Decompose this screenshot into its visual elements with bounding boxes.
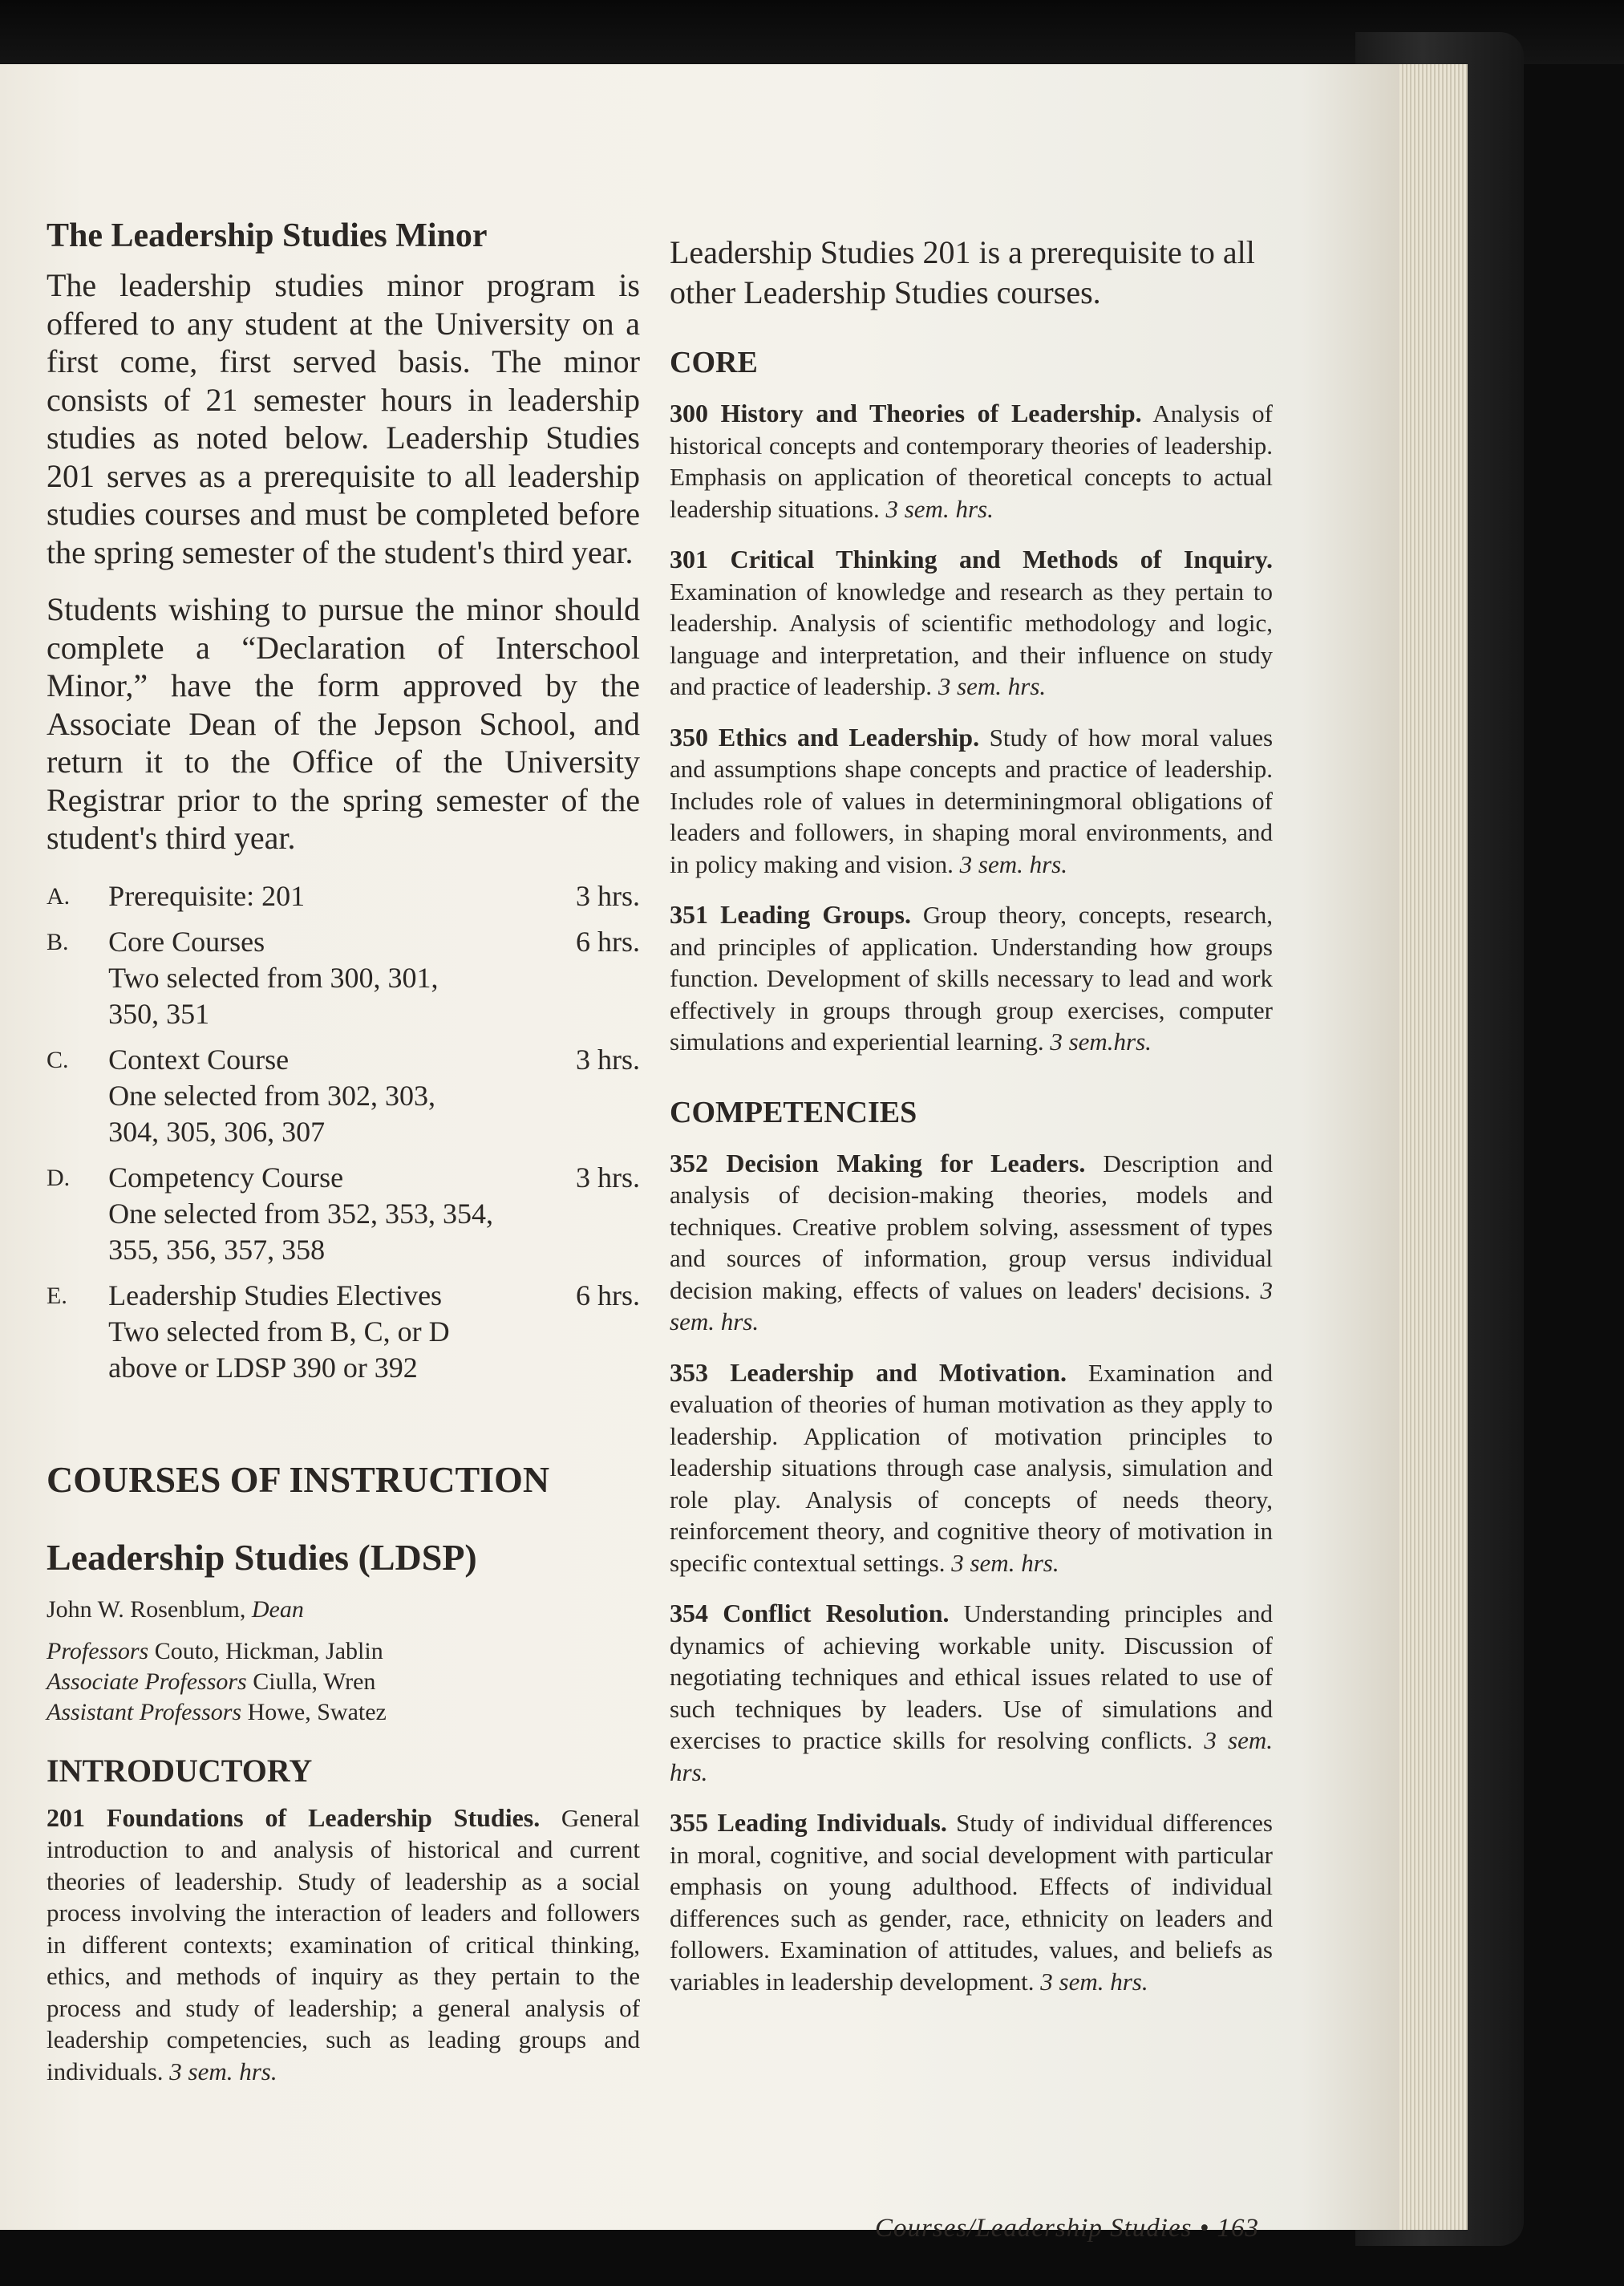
requirement-title: Competency Course	[108, 1161, 344, 1194]
right-column	[670, 152, 1273, 2016]
assistant-professors-label: Assistant Professors	[47, 1698, 242, 1725]
course-description: Study of how moral values and assumptions shape concepts and practice of leadership. Includes role of values in determiningmoral obligations of leaders and followers, in shaping moral environments, and in policy making and vision.	[670, 723, 1274, 878]
course-hours: 3 sem.hrs.	[1050, 1027, 1152, 1056]
course-description: Group theory, concepts, research, and principles of application. Understanding how groups function. Development of skills necessary to lead and work effectively in groups through group exercises, computer simulations and experiential learning.	[670, 901, 1274, 1056]
associate-professors-label: Associate Professors	[47, 1668, 247, 1695]
requirement-detail: Two selected from B, C, or D above or LDSP 390 or 392	[108, 1315, 450, 1384]
professors-names: Couto, Hickman, Jablin	[154, 1637, 383, 1664]
course-300	[670, 398, 1273, 525]
minor-title: The Leadership Studies Minor	[47, 217, 488, 254]
requirement-letter: A.	[47, 882, 71, 910]
requirement-hours: 3 hrs.	[576, 1043, 641, 1076]
requirement-title: Leadership Studies Electives	[108, 1279, 443, 1311]
requirement-row	[47, 924, 640, 1032]
requirement-row	[47, 878, 640, 914]
course-353	[670, 1357, 1273, 1579]
course-title: 201 Foundations of Leadership Studies.	[47, 1802, 541, 1832]
course-350	[670, 722, 1273, 881]
minor-description	[47, 266, 640, 857]
course-title: 354 Conflict Resolution.	[670, 1599, 950, 1627]
course-title: 300 History and Theories of Leadership.	[670, 399, 1142, 428]
course-355	[670, 1807, 1273, 1997]
associate-professors-names: Ciulla, Wren	[253, 1668, 376, 1695]
requirement-row	[47, 1042, 640, 1150]
requirement-hours: 6 hrs.	[576, 1279, 641, 1311]
course-title: 301 Critical Thinking and Methods of Inquiry.	[670, 545, 1273, 574]
course-352	[670, 1148, 1273, 1338]
course-title: 355 Leading Individuals.	[670, 1808, 947, 1837]
course-hours: 3 sem. hrs.	[1040, 1967, 1148, 1996]
course-354	[670, 1598, 1273, 1788]
requirements-list	[47, 878, 640, 1386]
page-footer: Courses/Leadership Studies • 163	[875, 2214, 1259, 2243]
course-title: 352 Decision Making for Leaders.	[670, 1148, 1086, 1177]
course-description: Examination and evaluation of theories of human motivation as they apply to leadership. Application of motivation principles to leadership situations through case analysis, simulation and role play. Analysis of concepts of needs theory, reinforcement theory, and cognitive theory of motivation in specific contextual settings.	[670, 1358, 1274, 1577]
course-title: 353 Leadership and Motivation.	[670, 1357, 1067, 1387]
requirement-hours: 6 hrs.	[576, 925, 641, 958]
competencies-heading: COMPETENCIES	[670, 1095, 917, 1129]
courses-heading: COURSES OF INSTRUCTION	[47, 1458, 550, 1500]
course-description: Examination of knowledge and research as they pertain to leadership. Analysis of scientific methodology and logic, language and interpretation, and their influence on study and practice of leadership.	[670, 577, 1273, 700]
course-301	[670, 544, 1273, 703]
prerequisite-note: Leadership Studies 201 is a prerequisite to all other Leadership Studies courses.	[670, 234, 1255, 310]
course-description: Study of individual differences in moral, cognitive, and social development with particular emphasis on young adulthood. Effects of individual differences such as gender, race, ethnicity on leaders and followers. Examination of attitudes, values, and beliefs as variables in leadership development.	[670, 1809, 1273, 1996]
requirement-title: Context Course	[108, 1043, 290, 1076]
course-hours: 3 sem. hrs.	[938, 672, 1047, 700]
requirement-detail: Two selected from 300, 301, 350, 351	[108, 961, 439, 1030]
course-description: Description and analysis of decision-making theories, models and techniques. Creative problem solving, assessment of types and sources of information, group versus individual decision making, effects of values on leaders' decisions.	[670, 1149, 1274, 1304]
course-title: 351 Leading Groups.	[670, 900, 911, 929]
requirement-detail: One selected from 302, 303, 304, 305, 306, 307	[108, 1079, 436, 1148]
course-hours: 3 sem. hrs.	[951, 1548, 1059, 1577]
course-hours: 3 sem. hrs.	[670, 1726, 1273, 1786]
catalog-page	[0, 64, 1399, 2243]
course-description: Understanding principles and dynamics of achieving workable unity. Discussion of negotiating techniques and ethical issues related to use of such techniques by leaders. Use of simulations and exercises to practice skills for resolving conflicts.	[670, 1599, 1274, 1754]
course-hours: 3 sem. hrs.	[885, 494, 994, 523]
requirement-letter: D.	[47, 1164, 71, 1191]
dean-name: John W. Rosenblum,	[47, 1595, 246, 1623]
core-heading: CORE	[670, 346, 758, 379]
course-hours: 3 sem. hrs.	[670, 1275, 1274, 1336]
requirement-row	[47, 1160, 640, 1268]
requirement-row	[47, 1278, 640, 1386]
course-description: General introduction to and analysis of historical and current theories of leadership. Study of leadership as a social process involving the interaction of leaders and followers in different contexts; examination of critical thinking, ethics, and methods of inquiry as they pertain to the process and study of leadership; a general analysis of leadership competencies, such as leading groups and individuals.	[47, 1803, 641, 2085]
left-column	[47, 152, 640, 2087]
introductory-heading: INTRODUCTORY	[47, 1752, 313, 1789]
minor-paragraph-2: Students wishing to pursue the minor should complete a “Declaration of Interschool Minor,” have the form approved by the Associate Dean of the Jepson School, and return it to the Office of the University Registrar prior to the spring semester of the student's third year.	[47, 591, 640, 856]
requirement-letter: C.	[47, 1046, 69, 1073]
course-title: 350 Ethics and Leadership.	[670, 722, 980, 752]
course-hours: 3 sem. hrs.	[169, 2057, 277, 2085]
requirement-hours: 3 hrs.	[576, 1161, 641, 1194]
dean-title: Dean	[251, 1595, 304, 1623]
minor-paragraph-1: The leadership studies minor program is offered to any student at the University on a first come, first served basis. The minor consists of 21 semester hours in leadership studies as noted below. Leadership Studies 201 serves as a prerequisite to all leadership studies courses and must be completed before the spring semester of the student's third year.	[47, 267, 640, 570]
assistant-professors-names: Howe, Swatez	[247, 1698, 387, 1725]
department-title: Leadership Studies (LDSP)	[47, 1536, 477, 1578]
professors-label: Professors	[47, 1637, 149, 1664]
requirement-detail: One selected from 352, 353, 354, 355, 356, 357, 358	[108, 1197, 494, 1266]
course-hours: 3 sem. hrs.	[959, 849, 1067, 878]
requirement-title: Prerequisite: 201	[108, 879, 306, 912]
course-description: Analysis of historical concepts and contemporary theories of leadership. Emphasis on application of theoretical concepts to actual leadership situations.	[670, 399, 1274, 523]
requirement-hours: 3 hrs.	[576, 879, 641, 912]
requirement-letter: E.	[47, 1282, 67, 1309]
requirement-letter: B.	[47, 928, 69, 955]
faculty-list	[47, 1595, 640, 1728]
course-201	[47, 1802, 640, 2088]
course-351	[670, 899, 1273, 1058]
requirement-title: Core Courses	[108, 925, 265, 958]
